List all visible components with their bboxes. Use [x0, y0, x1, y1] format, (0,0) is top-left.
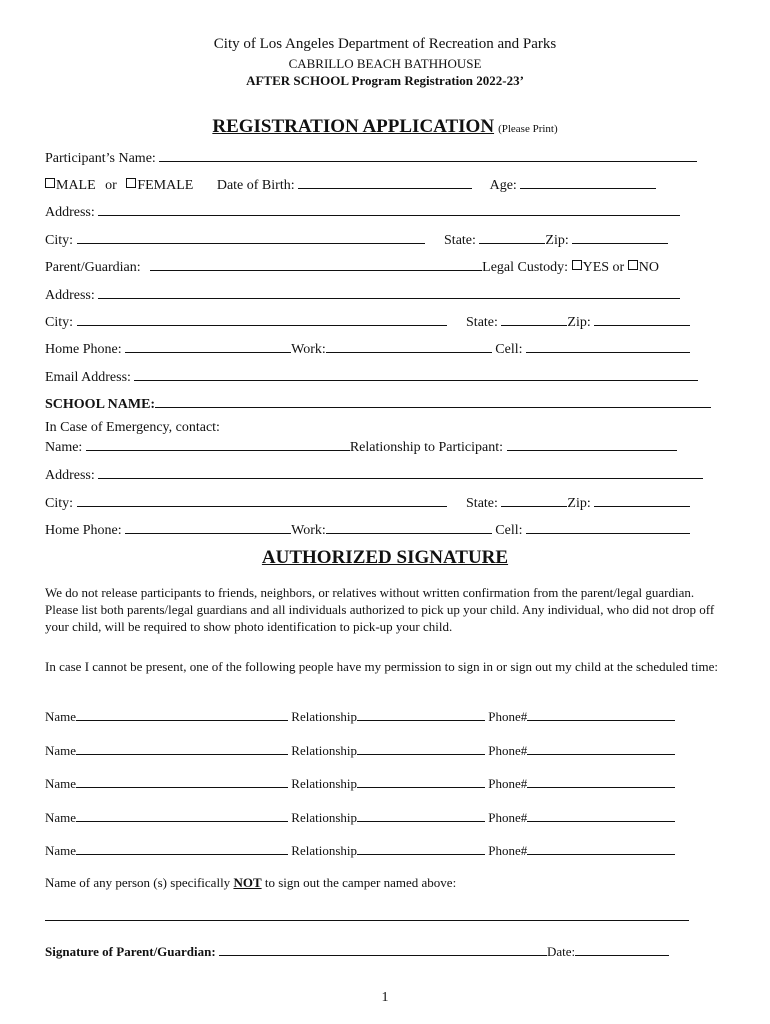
school-row [45, 394, 711, 412]
dob-label: Date of Birth: [216, 178, 295, 193]
authorized-relationship-field[interactable] [357, 707, 485, 721]
guardian-city-row [45, 312, 690, 330]
authorized-name-label: Name [45, 709, 77, 724]
participant-state-field[interactable] [479, 230, 545, 244]
guardian-cell-field[interactable] [526, 339, 690, 353]
authorized-heading: AUTHORIZED SIGNATURE [261, 547, 509, 568]
custody-no-label: NO [638, 260, 659, 275]
emergency-phone-row [45, 520, 690, 538]
authorized-row-3 [45, 774, 675, 790]
custody-no-checkbox[interactable] [628, 260, 638, 270]
male-label: MALE [56, 178, 96, 193]
guardian-address-row [45, 285, 680, 303]
signature-date-label: Date: [546, 944, 576, 959]
authorized-name-label: Name [45, 843, 77, 858]
authorized-phone-label: Phone# [488, 843, 528, 858]
participant-name-label: Participant’s Name: [45, 151, 156, 166]
authorized-phone-field[interactable] [527, 774, 675, 788]
participant-name-field[interactable] [159, 148, 697, 162]
authorized-relationship-label: Relationship [291, 743, 358, 758]
authorized-relationship-field[interactable] [357, 808, 485, 822]
email-label: Email Address: [45, 370, 131, 385]
signature-row [45, 942, 669, 958]
authorized-relationship-label: Relationship [291, 709, 358, 724]
emergency-relationship-label: Relationship to Participant: [349, 440, 504, 455]
emergency-work-label: Work: [291, 523, 326, 538]
header-line-1: City of Los Angeles Department of Recreation and Parks [213, 36, 557, 52]
age-label: Age: [489, 178, 517, 193]
participant-zip-field[interactable] [572, 230, 668, 244]
guardian-state-field[interactable] [501, 312, 567, 326]
not-sign-out-pre: Name of any person (s) specifically [45, 875, 231, 890]
authorized-phone-field[interactable] [527, 741, 675, 755]
authorized-name-field[interactable] [76, 774, 288, 788]
emergency-cell-field[interactable] [526, 520, 690, 534]
authorized-phone-label: Phone# [488, 743, 528, 758]
emergency-cell-label: Cell: [495, 523, 523, 538]
authorized-phone-label: Phone# [488, 709, 528, 724]
female-label: FEMALE [137, 178, 194, 193]
custody-yes-label: YES [582, 260, 610, 275]
page-number: 1 [381, 990, 389, 1005]
emergency-city-field[interactable] [77, 493, 447, 507]
emergency-name-field[interactable] [86, 437, 350, 451]
authorized-row-5 [45, 841, 675, 857]
guardian-home-phone-label: Home Phone: [45, 342, 122, 357]
participant-zip-label: Zip: [545, 233, 569, 248]
authorized-name-field[interactable] [76, 808, 288, 822]
emergency-city-label: City: [45, 496, 74, 511]
emergency-name-row [45, 437, 677, 455]
guardian-zip-label: Zip: [567, 315, 591, 330]
authorized-paragraph-1: We do not release participants to friends, neighbors, or relatives without written confirmation from the parent/legal guardian. Please list both parents/legal guardians and all individuals authorized to pick up your child. Any individual, who did not drop off your child, will be required to show photo identification to pick-up your child. [45, 585, 715, 634]
participant-city-label: City: [45, 233, 74, 248]
guardian-address-field[interactable] [98, 285, 680, 299]
email-row [45, 367, 698, 385]
guardian-phone-row [45, 339, 690, 357]
emergency-state-field[interactable] [501, 493, 567, 507]
guardian-city-field[interactable] [77, 312, 447, 326]
not-sign-out-post: to sign out the camper named above: [264, 875, 457, 890]
emergency-name-label: Name: [45, 440, 83, 455]
authorized-relationship-label: Relationship [291, 810, 358, 825]
guardian-cell-label: Cell: [495, 342, 523, 357]
authorized-phone-label: Phone# [488, 776, 528, 791]
signature-label: Signature of Parent/Guardian: [45, 944, 216, 959]
emergency-state-label: State: [466, 496, 498, 511]
authorized-name-field[interactable] [76, 741, 288, 755]
authorized-relationship-label: Relationship [291, 776, 358, 791]
form-title [0, 116, 770, 138]
authorized-row-1 [45, 707, 675, 723]
emergency-city-row [45, 493, 690, 511]
header-line-3: AFTER SCHOOL Program Registration 2022-23’ [246, 73, 524, 88]
authorized-phone-field[interactable] [527, 707, 675, 721]
emergency-address-field[interactable] [98, 465, 703, 479]
custody-yes-checkbox[interactable] [572, 260, 582, 270]
participant-city-field[interactable] [77, 230, 425, 244]
guardian-address-label: Address: [45, 288, 95, 303]
school-field[interactable] [155, 394, 711, 408]
authorized-row-4 [45, 808, 675, 824]
guardian-work-label: Work: [291, 342, 326, 357]
not-sign-out-emphasis: NOT [233, 875, 262, 890]
authorized-relationship-label: Relationship [291, 843, 358, 858]
emergency-address-label: Address: [45, 468, 95, 483]
guardian-row [45, 257, 659, 275]
signature-date-field[interactable] [575, 942, 669, 956]
authorized-paragraph-2: In case I cannot be present, one of the following people have my permission to sign in or sign out my child at the scheduled time: [45, 659, 718, 674]
authorized-relationship-field[interactable] [357, 774, 485, 788]
emergency-home-phone-field[interactable] [125, 520, 291, 534]
authorized-name-field[interactable] [76, 841, 288, 855]
authorized-row-2 [45, 741, 675, 757]
male-checkbox[interactable] [45, 178, 55, 188]
signature-field[interactable] [219, 942, 547, 956]
authorized-name-label: Name [45, 743, 77, 758]
guardian-city-label: City: [45, 315, 74, 330]
emergency-work-field[interactable] [326, 520, 492, 534]
authorized-phone-label: Phone# [488, 810, 528, 825]
guardian-zip-field[interactable] [594, 312, 690, 326]
form-title-note: (Please Print) [498, 123, 558, 135]
guardian-field[interactable] [150, 257, 482, 271]
gender-or-label: or [105, 178, 117, 193]
authorized-relationship-field[interactable] [357, 741, 485, 755]
participant-state-label: State: [444, 233, 476, 248]
emergency-home-phone-label: Home Phone: [45, 523, 122, 538]
authorized-name-field[interactable] [76, 707, 288, 721]
not-sign-out-field[interactable] [45, 920, 689, 921]
emergency-address-row [45, 465, 703, 483]
participant-city-row [45, 230, 668, 248]
emergency-heading: In Case of Emergency, contact: [45, 420, 220, 435]
participant-address-field[interactable] [98, 202, 680, 216]
authorized-phone-field[interactable] [527, 808, 675, 822]
custody-label: Legal Custody: [482, 260, 569, 275]
school-label: SCHOOL NAME: [45, 397, 156, 412]
guardian-work-field[interactable] [326, 339, 492, 353]
email-field[interactable] [134, 367, 698, 381]
age-field[interactable] [520, 175, 656, 189]
authorized-name-label: Name [45, 810, 77, 825]
form-title-main: REGISTRATION APPLICATION [212, 116, 495, 137]
participant-name-row [45, 148, 697, 166]
guardian-home-phone-field[interactable] [125, 339, 291, 353]
authorized-relationship-field[interactable] [357, 841, 485, 855]
female-checkbox[interactable] [126, 178, 136, 188]
authorized-name-label: Name [45, 776, 77, 791]
not-sign-out-row [45, 875, 456, 891]
custody-or-label: or [612, 260, 625, 275]
gender-dob-row [45, 175, 656, 193]
participant-address-label: Address: [45, 205, 95, 220]
participant-address-row [45, 202, 680, 220]
emergency-zip-label: Zip: [567, 496, 591, 511]
header-line-2: CABRILLO BEACH BATHHOUSE [288, 56, 482, 71]
emergency-relationship-field[interactable] [507, 437, 677, 451]
authorized-phone-field[interactable] [527, 841, 675, 855]
guardian-label: Parent/Guardian: [45, 260, 141, 275]
emergency-zip-field[interactable] [594, 493, 690, 507]
guardian-state-label: State: [466, 315, 498, 330]
dob-field[interactable] [298, 175, 472, 189]
